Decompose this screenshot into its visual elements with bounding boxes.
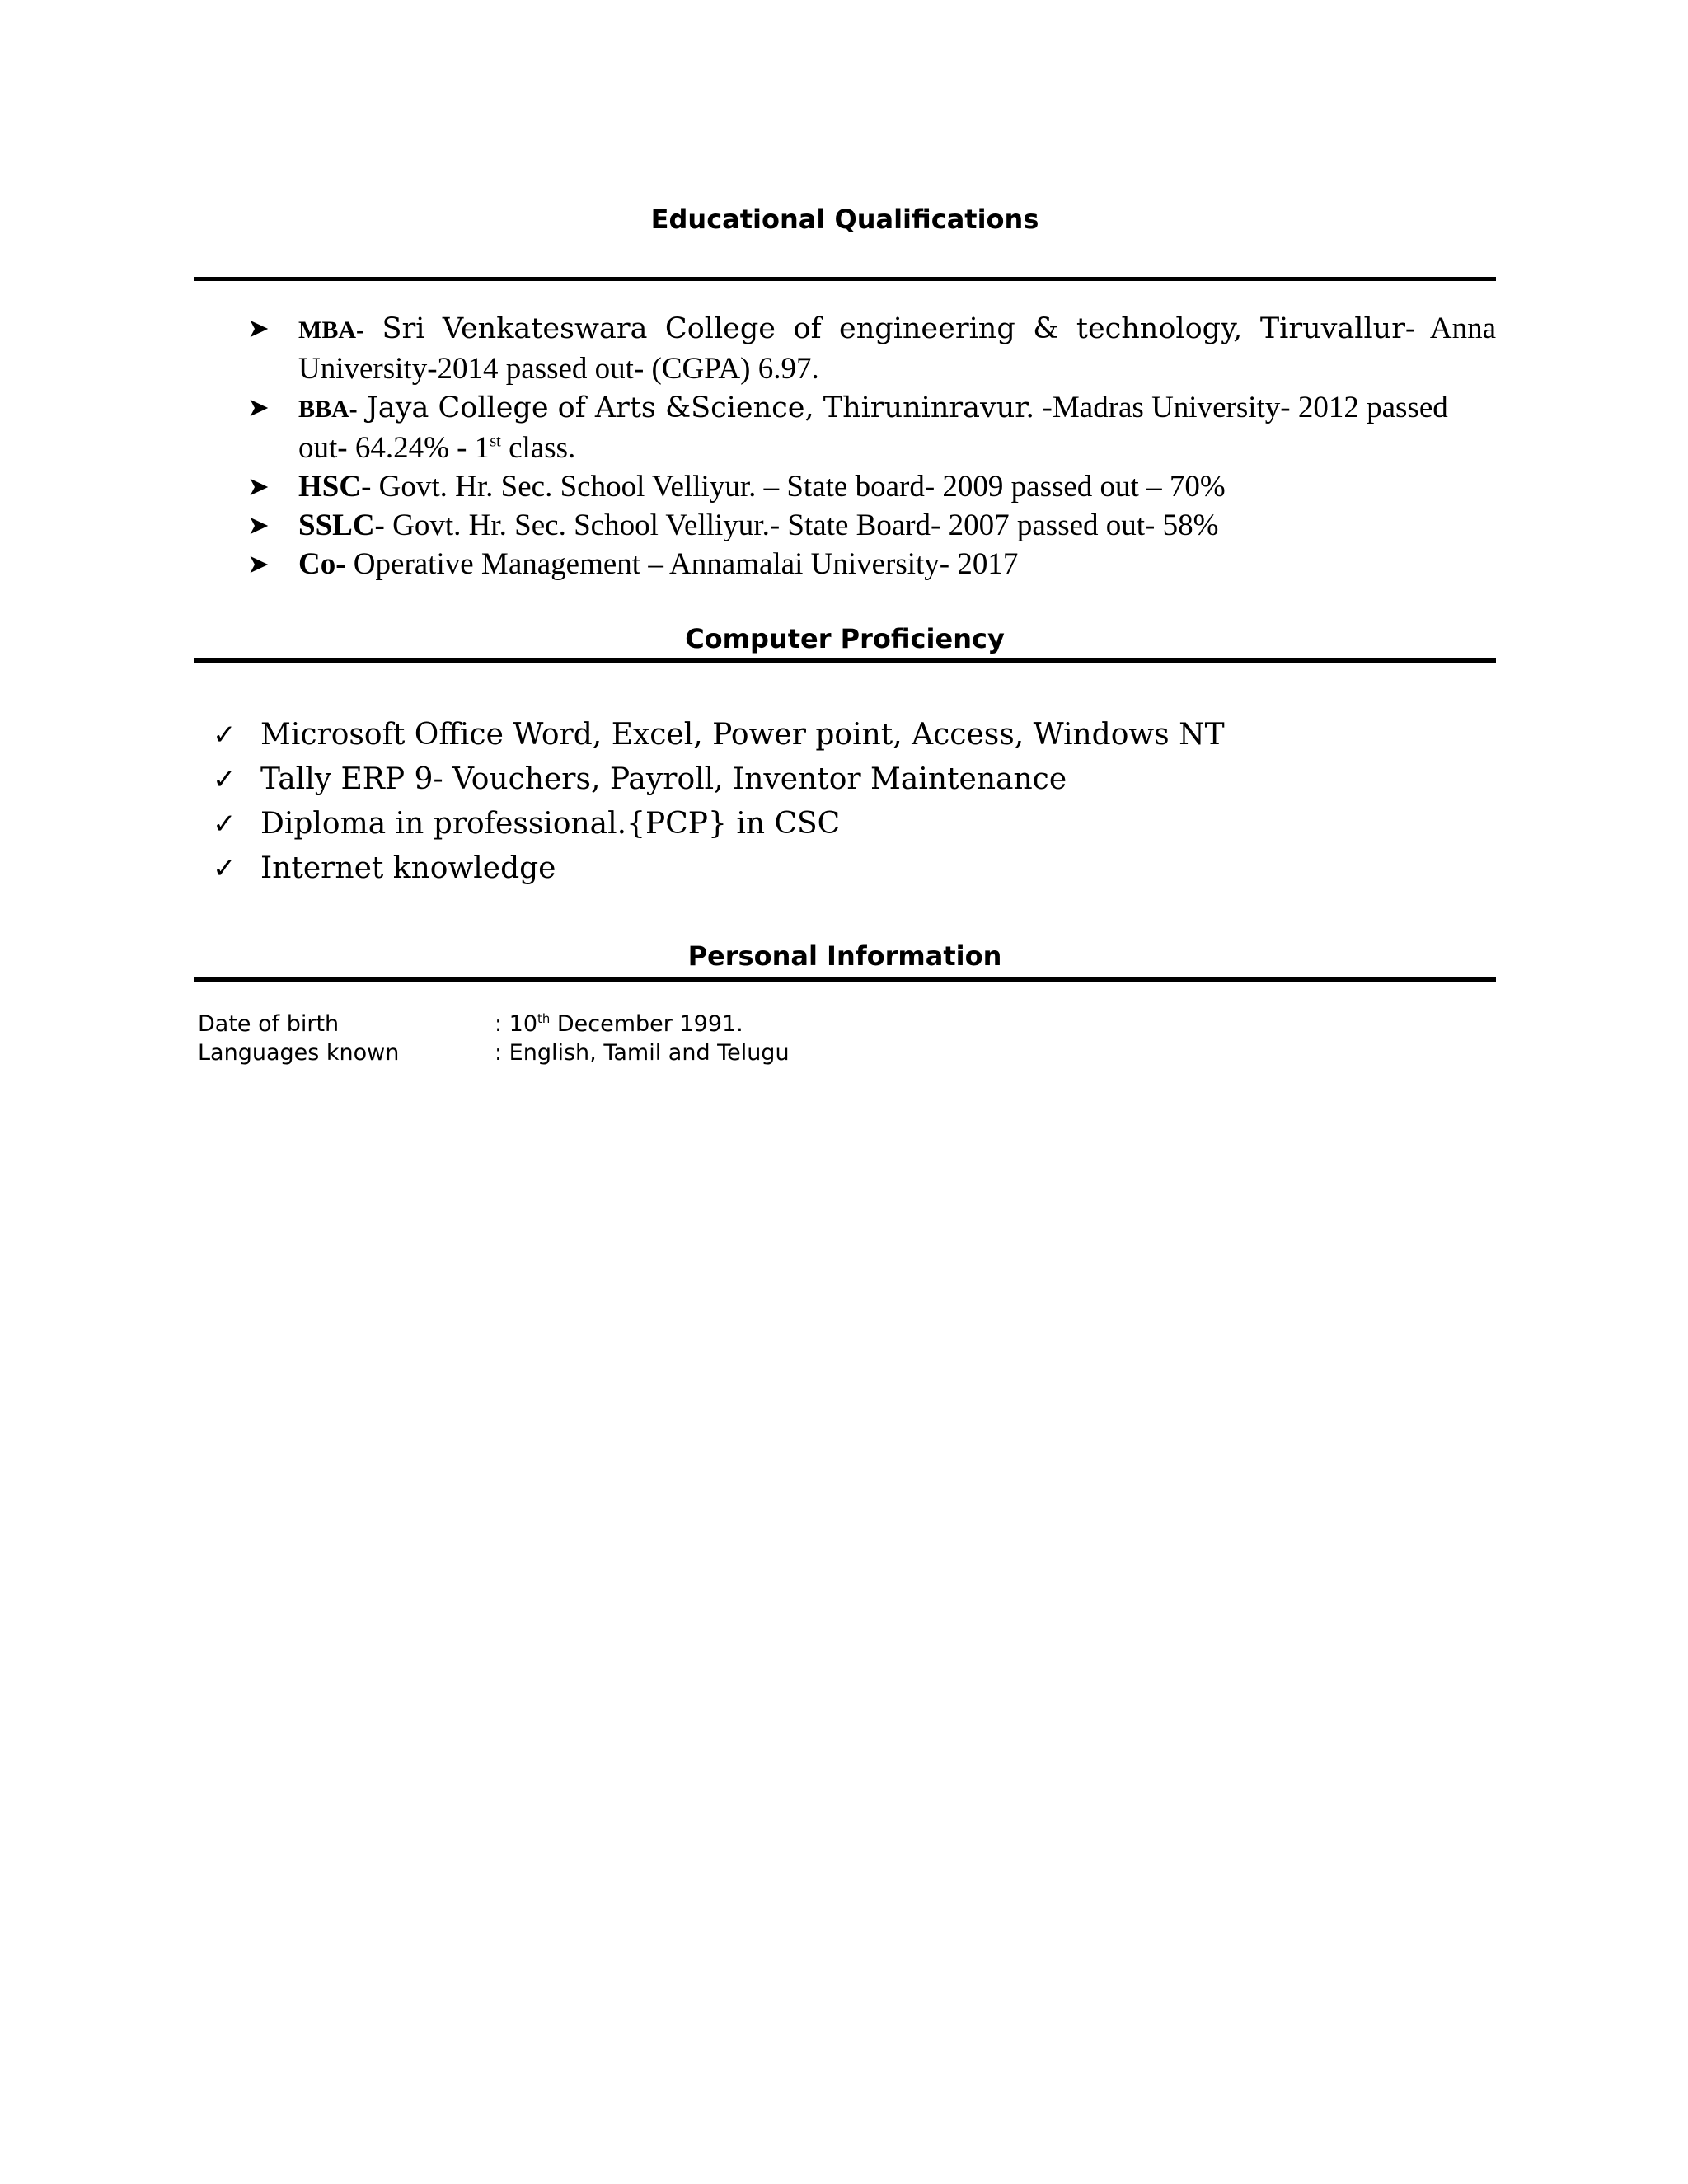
- arrow-bullet-icon: ➤: [247, 471, 270, 502]
- personal-label: Date of birth: [198, 1011, 340, 1037]
- education-divider: [194, 277, 1496, 281]
- skill-item: [213, 846, 1465, 891]
- skill-text: Tally ERP 9- Vouchers, Payroll, Inventor Maintenance: [260, 762, 1067, 796]
- education-heading: Educational Qualifications: [650, 204, 1039, 235]
- skill-text: Internet knowledge: [260, 851, 556, 885]
- computer-proficiency-list: [213, 713, 1465, 891]
- personal-label: Languages known: [198, 1040, 400, 1066]
- check-icon: ✓: [213, 808, 237, 841]
- skill-item: [213, 713, 1465, 757]
- degree-label: MBA-: [298, 316, 364, 344]
- education-item-cooperative: [247, 545, 1496, 583]
- education-details: - Govt. Hr. Sec. School Velliyur. – State board- 2009 passed out – 70%: [361, 470, 1226, 504]
- check-icon: ✓: [213, 763, 237, 796]
- skill-text: Microsoft Office Word, Excel, Power point, Access, Windows NT: [260, 718, 1225, 752]
- education-item-hsc: [247, 467, 1496, 506]
- ordinal-suffix: st: [490, 432, 501, 451]
- education-details-tail: class.: [500, 431, 576, 465]
- personal-value: [495, 1010, 790, 1038]
- personal-information-heading: Personal Information: [687, 940, 1002, 972]
- education-list: [247, 309, 1496, 583]
- arrow-bullet-icon: ➤: [247, 509, 270, 541]
- personal-value: [495, 1038, 790, 1067]
- institution-name: Jaya College of Arts &Science, Thiruninravur.: [357, 391, 1035, 424]
- education-details: - Anna University-2014 passed out- (CGPA) 6.97.: [298, 312, 1496, 386]
- personal-row-dob: [198, 1010, 790, 1038]
- education-item-mba: [247, 309, 1496, 388]
- check-icon: ✓: [213, 719, 237, 752]
- check-icon: ✓: [213, 852, 237, 885]
- education-item-sslc: [247, 506, 1496, 545]
- personal-row-languages: [198, 1038, 790, 1067]
- computer-proficiency-divider: [194, 658, 1496, 663]
- education-details: Govt. Hr. Sec. School Velliyur.- State Board- 2007 passed out- 58%: [384, 509, 1219, 542]
- arrow-bullet-icon: ➤: [247, 391, 270, 423]
- personal-information-table: [198, 1010, 790, 1067]
- degree-label: SSLC-: [298, 509, 385, 542]
- dob-value: : 10: [495, 1011, 538, 1037]
- ordinal-suffix: th: [537, 1011, 551, 1026]
- dob-value-tail: December 1991.: [550, 1011, 743, 1037]
- computer-proficiency-heading: Computer Proficiency: [685, 623, 1005, 654]
- arrow-bullet-icon: ➤: [247, 312, 270, 344]
- degree-label: BBA-: [298, 396, 358, 423]
- personal-information-divider: [194, 977, 1496, 982]
- education-details: -Madras University- 2012 passed out- 64.24% - 1: [298, 391, 1448, 465]
- arrow-bullet-icon: ➤: [247, 548, 270, 579]
- skill-item: [213, 757, 1465, 802]
- skill-item: [213, 802, 1465, 846]
- degree-label: HSC: [298, 470, 362, 504]
- languages-value: : English, Tamil and Telugu: [495, 1040, 790, 1066]
- skill-text: Diploma in professional.{PCP} in CSC: [260, 807, 841, 841]
- institution-name: Sri Venkateswara College of engineering & technology, Tiruvallur: [363, 312, 1405, 345]
- education-item-bba: [247, 388, 1496, 467]
- degree-label: Co-: [298, 547, 346, 581]
- education-details: Operative Management – Annamalai University- 2017: [345, 547, 1019, 581]
